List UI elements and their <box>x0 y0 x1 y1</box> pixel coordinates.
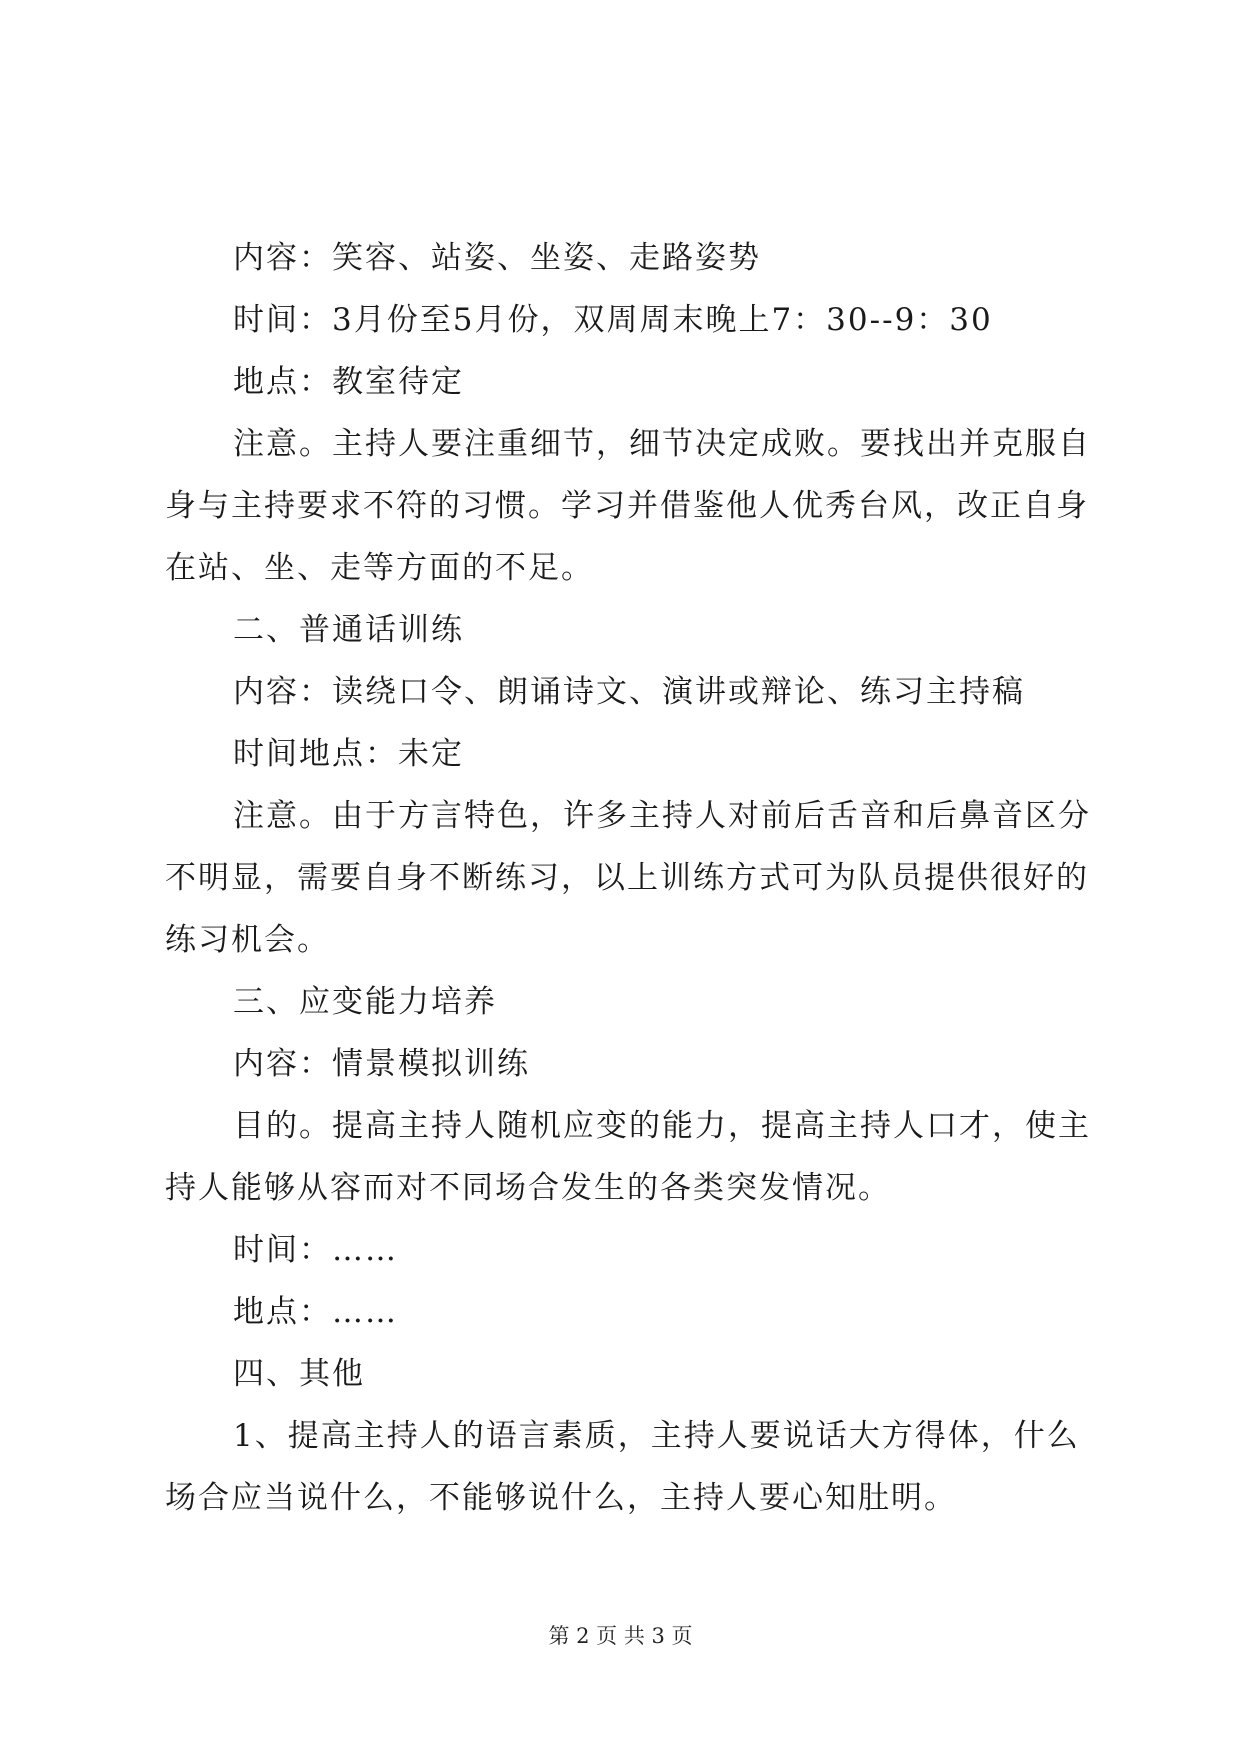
paragraph-line: 注意。主持人要注重细节，细节决定成败。要找出并克服自 <box>233 426 1091 462</box>
paragraph-line: 不明显，需要自身不断练习，以上训练方式可为队员提供很好的 <box>165 860 1089 896</box>
paragraph-line: 在站、坐、走等方面的不足。 <box>165 550 594 586</box>
paragraph-line: 时间：3月份至5月份，双周周末晚上7：30--9：30 <box>233 302 993 338</box>
paragraph-line: 地点：教室待定 <box>233 364 464 400</box>
paragraph-line: 内容：情景模拟训练 <box>233 1046 530 1082</box>
paragraph-line: 持人能够从容而对不同场合发生的各类突发情况。 <box>165 1170 891 1206</box>
paragraph-line: 目的。提高主持人随机应变的能力，提高主持人口才，使主 <box>233 1108 1091 1144</box>
section-heading: 三、应变能力培养 <box>233 984 497 1020</box>
paragraph-line: 时间地点：未定 <box>233 736 464 772</box>
paragraph-line: 场合应当说什么，不能够说什么，主持人要心知肚明。 <box>165 1480 957 1516</box>
paragraph-line: 身与主持要求不符的习惯。学习并借鉴他人优秀台风，改正自身 <box>165 488 1089 524</box>
section-heading: 四、其他 <box>233 1356 365 1392</box>
page-number-footer: 第 2 页 共 3 页 <box>548 1624 693 1648</box>
paragraph-line: 1、提高主持人的语言素质，主持人要说话大方得体，什么 <box>233 1418 1080 1454</box>
paragraph-line: 地点：…… <box>233 1294 398 1330</box>
paragraph-line: 练习机会。 <box>165 922 330 958</box>
paragraph-line: 内容：笑容、站姿、坐姿、走路姿势 <box>233 240 761 276</box>
section-heading: 二、普通话训练 <box>233 612 464 648</box>
paragraph-line: 时间：…… <box>233 1232 398 1268</box>
paragraph-line: 内容：读绕口令、朗诵诗文、演讲或辩论、练习主持稿 <box>233 674 1025 710</box>
paragraph-line: 注意。由于方言特色，许多主持人对前后舌音和后鼻音区分 <box>233 798 1091 834</box>
